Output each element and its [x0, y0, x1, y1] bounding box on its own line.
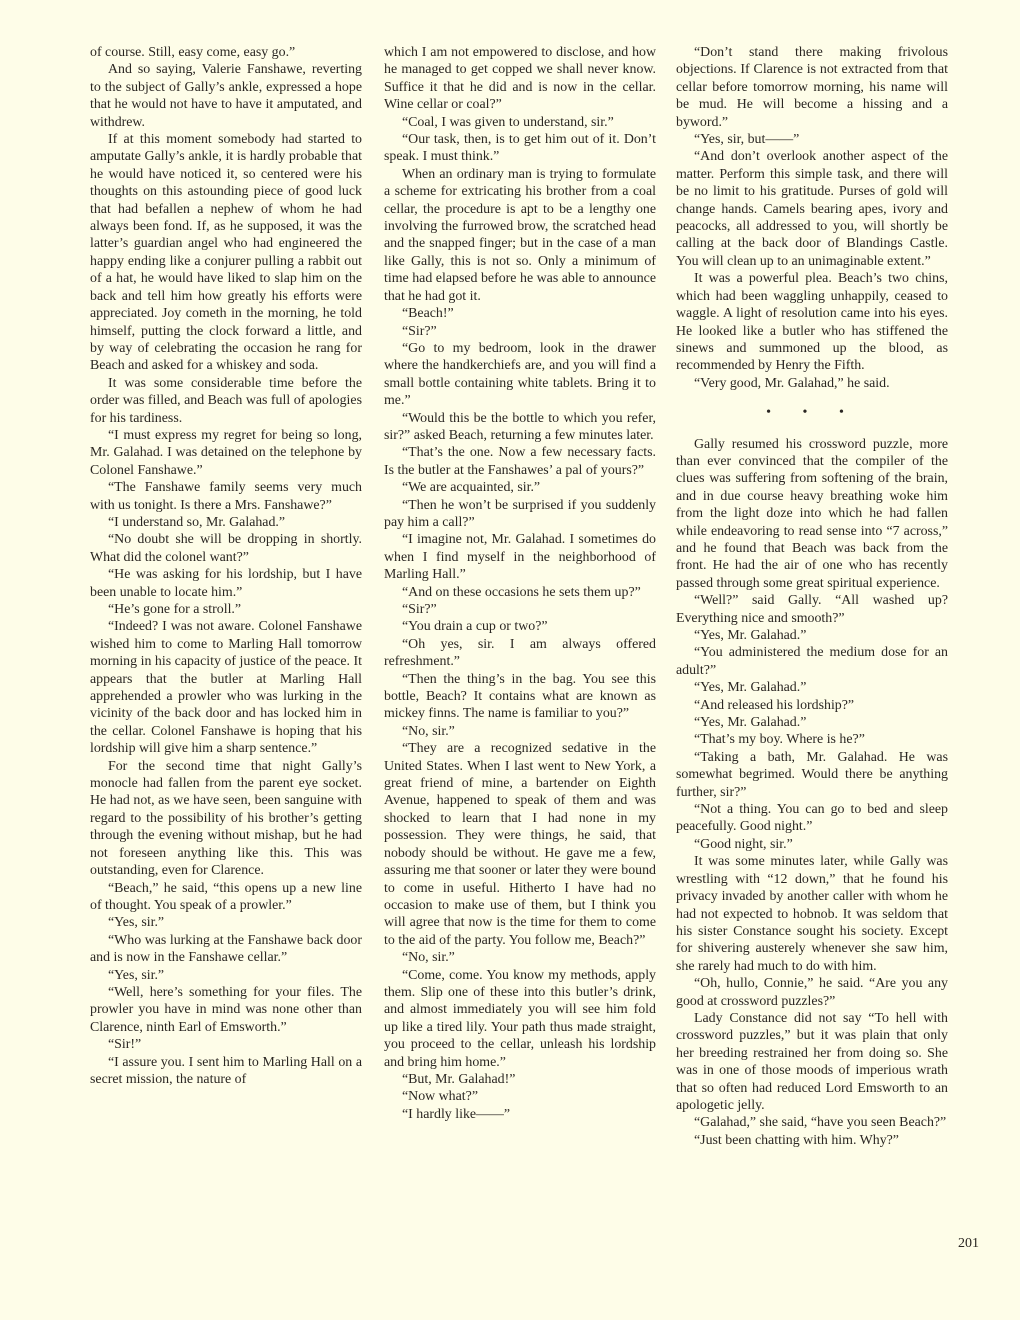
paragraph: “Beach!” [402, 306, 454, 322]
paragraph: “Not a thing. You can go to bed and sleep peacefully. Good night.” [676, 802, 948, 835]
paragraph: “That’s the one. Now a few necessary facts. Is the butler at the Fanshawes’ a pal of yours?” [384, 445, 656, 478]
paragraph: “Now what?” [402, 1089, 478, 1105]
paragraph: “Sir?” [402, 323, 437, 339]
paragraph: “The Fanshawe family seems very much with us tonight. Is there a Mrs. Fanshawe?” [90, 480, 362, 513]
text-column-right [676, 44, 948, 1149]
paragraph: It was some considerable time before the order was filled, and Beach was full of apologies for his tardiness. [90, 375, 362, 426]
page-number: 201 [958, 1236, 979, 1251]
paragraph: “Good night, sir.” [694, 836, 793, 852]
paragraph: “Beach,” he said, “this opens up a new line of thought. You speak of a prowler.” [90, 880, 362, 913]
paragraph: which I am not empowered to disclose, and how he managed to get copped we shall never know. Suffice it that he did and is now in the cellar. Wine cellar or coal?” [384, 45, 656, 113]
paragraph: “Indeed? I was not aware. Colonel Fanshawe wished him to come to Marling Hall tomorrow morning in his capacity of justice of the peace. It appears that the butler at Marling Hall apprehended a prowler who was lurking in the vicinity of the back door and has locked him in the cellar. Colonel Fanshawe is hoping that his lordship will give him a sharp sentence.” [90, 619, 362, 757]
paragraph: “Oh, hullo, Connie,” he said. “Are you any good at crossword puzzles?” [676, 976, 948, 1009]
paragraph: “I hardly like——” [402, 1106, 510, 1122]
paragraph: “I imagine not, Mr. Galahad. I sometimes do when I find myself in the neighborhood of Marling Hall.” [384, 532, 656, 583]
text-column-left [90, 44, 362, 1088]
paragraph: “No, sir.” [402, 723, 455, 739]
paragraph: “Yes, sir.” [108, 915, 165, 931]
paragraph: And so saying, Valerie Fanshawe, reverting to the subject of Gally’s ankle, expressed a hope that he would not have to have it amputated, and withdrew. [90, 62, 362, 130]
paragraph: “Well?” said Gally. “All washed up? Everything nice and smooth?” [676, 593, 948, 626]
paragraph: “Come, come. You know my methods, apply them. Slip one of these into this butler’s drink, and almost immediately you will see him fold up like a tired lily. Your path thus made straight, you proceed to the cellar, unleash his lordship and bring him home.” [384, 967, 656, 1070]
paragraph: “I must express my regret for being so long, Mr. Galahad. I was detained on the telephone by Colonel Fanshawe.” [90, 427, 362, 478]
paragraph: “Sir!” [108, 1037, 142, 1053]
paragraph: It was some minutes later, while Gally was wrestling with “12 down,” that he found his privacy invaded by another caller with whom he had not expected to hobnob. It was seldom that his sister Constance sought his society. Except for shivering austerely whenever she saw him, she rarely had much to do with him. [676, 854, 948, 974]
section-after-break [676, 436, 948, 1150]
paragraph: “Yes, sir.” [108, 967, 165, 983]
paragraph: “Then he won’t be surprised if you suddenly pay him a call?” [384, 497, 656, 530]
paragraph: For the second time that night Gally’s monocle had fallen from the parent eye socket. He had not, as we have seen, been sanguine with regard to the possibility of his brother’s getting through the evening without mishap, but he had not foreseen anything like this. This was outstanding, even for Clarence. [90, 758, 362, 879]
paragraph: “Very good, Mr. Galahad,” he said. [694, 375, 890, 391]
text-column-middle [384, 44, 656, 1123]
paragraph: “And released his lordship?” [694, 697, 855, 713]
paragraph: Lady Constance did not say “To hell with crossword puzzles,” but it was plain that only her breeding restrained her from doing so. She was in one of those moods of imperious wrath that so often had reduced Lord Emsworth to an apologetic jelly. [676, 1010, 948, 1113]
paragraph: “You administered the medium dose for an adult?” [676, 645, 948, 678]
paragraph: “Just been chatting with him. Why?” [694, 1132, 899, 1148]
paragraph: “Yes, sir, but——” [694, 132, 800, 148]
paragraph: “Sir?” [402, 602, 437, 617]
paragraph: “And on these occasions he sets them up?” [402, 584, 641, 600]
paragraph: “Coal, I was given to understand, sir.” [402, 114, 614, 130]
paragraph: “They are a recognized sedative in the United States. When I last went to New York, a great friend of mine, a bartender on Eighth Avenue, happened to speak of them and was shocked to learn that I had none in my possession. They were things, he said, that nobody should be without. He gave me a few, assuring me that sooner or later they were bound to come in useful. Hitherto I have had no occasion to make use of them, but I think you will agree that now is the time for them to come to the aid of the party. You follow me, Beach?” [384, 741, 656, 948]
paragraph: “Go to my bedroom, look in the drawer where the handkerchiefs are, and you will find a small bottle containing white tablets. Bring it to me.” [384, 340, 656, 409]
paragraph: “You drain a cup or two?” [402, 619, 548, 635]
paragraph: Gally resumed his crossword puzzle, more than ever convinced that the compiler of the clues was suffering from softening of the brain, and in due course heavy breathing woke him from the light doze into which he had fallen while endeavoring to read sense into “7 across,” and he found that Beach was back from the front. He had the air of one who has recently passed through some great spiritual experience. [676, 436, 948, 591]
paragraph: “But, Mr. Galahad!” [402, 1071, 516, 1087]
paragraph: “Taking a bath, Mr. Galahad. He was somewhat begrimed. Would there be anything further, sir?” [676, 749, 948, 800]
paragraph: “Yes, Mr. Galahad.” [694, 628, 807, 643]
section-before-break [676, 44, 948, 392]
paragraph: “We are acquainted, sir.” [402, 480, 541, 496]
paragraph: “Well, here’s something for your files. The prowler you have in mind was none other than Clarence, ninth Earl of Emsworth.” [90, 984, 362, 1035]
paragraph: “Would this be the bottle to which you refer, sir?” asked Beach, returning a few minutes later. [384, 410, 656, 443]
paragraph: “He was asking for his lordship, but I have been unable to locate him.” [90, 567, 362, 600]
paragraph: It was a powerful plea. Beach’s two chins, which had been waggling unhappily, ceased to waggle. A light of resolution came into his eyes. He looked like a butler who has stiffened the sinews and summoned up the blood, as recommended by Henry the Fifth. [676, 271, 948, 374]
paragraph: “Yes, Mr. Galahad.” [694, 680, 807, 696]
paragraph: “Don’t stand there making frivolous objections. If Clarence is not extracted from that cellar before tomorrow morning, his name will be mud. He will become a hissing and a byword.” [676, 45, 948, 130]
section-break-dots: • • • [766, 405, 858, 421]
paragraph: “Galahad,” she said, “have you seen Beach?” [694, 1115, 947, 1131]
paragraph: of course. Still, easy come, easy go.” [90, 45, 296, 60]
paragraph: “No, sir.” [402, 950, 455, 966]
paragraph: “Oh yes, sir. I am always offered refreshment.” [384, 636, 656, 670]
paragraph: “I understand so, Mr. Galahad.” [108, 514, 286, 530]
paragraph: When an ordinary man is trying to formulate a scheme for extricating his brother from a coal cellar, the procedure is apt to be a lengthy one involving the furrowed brow, the scratched head and the snapped finger; but in the case of a man like Gally, this is not so. Only a minimum of time had elapsed before he was able to announce that he had got it. [384, 166, 656, 304]
paragraph: “That’s my boy. Where is he?” [694, 732, 865, 748]
paragraph: “Then the thing’s in the bag. You see this bottle, Beach? It contains what are known as mickey finns. The name is familiar to you?” [384, 671, 656, 722]
paragraph: “He’s gone for a stroll.” [108, 602, 242, 617]
paragraph: “Our task, then, is to get him out of it. Don’t speak. I must think.” [384, 132, 656, 165]
paragraph: “No doubt she will be dropping in shortly. What did the colonel want?” [90, 532, 362, 565]
paragraph: “I assure you. I sent him to Marling Hall on a secret mission, the nature of [90, 1054, 362, 1087]
paragraph: “Yes, Mr. Galahad.” [694, 715, 807, 731]
paragraph: If at this moment somebody had started to amputate Gally’s ankle, it is hardly probable that he would have noticed it, so centered were his thoughts on this astounding piece of good luck that had befallen a nephew of whom he had always been fond. If, as he supposed, it was the latter’s guardian angel who had engineered the happy ending like a conjurer pulling a rabbit out of a hat, he would have liked to slap him on the back and tell him how greatly his efforts were appreciated. Joy cometh in the morning, he told himself, putting the clock forward a little, and by way of celebrating the occasion he rang for Beach and asked for a whiskey and soda. [90, 132, 362, 374]
paragraph: “And don’t overlook another aspect of the matter. Perform this simple task, and there will be no limit to his gratitude. Purses of gold will change hands. Camels bearing apes, ivory and peacocks, all addressed to you, will shortly be calling at the back door of Blandings Castle. You will clean up to an unimaginable extent.” [676, 149, 948, 269]
paragraph: “Who was lurking at the Fanshawe back door and is now in the Fanshawe cellar.” [90, 932, 362, 966]
